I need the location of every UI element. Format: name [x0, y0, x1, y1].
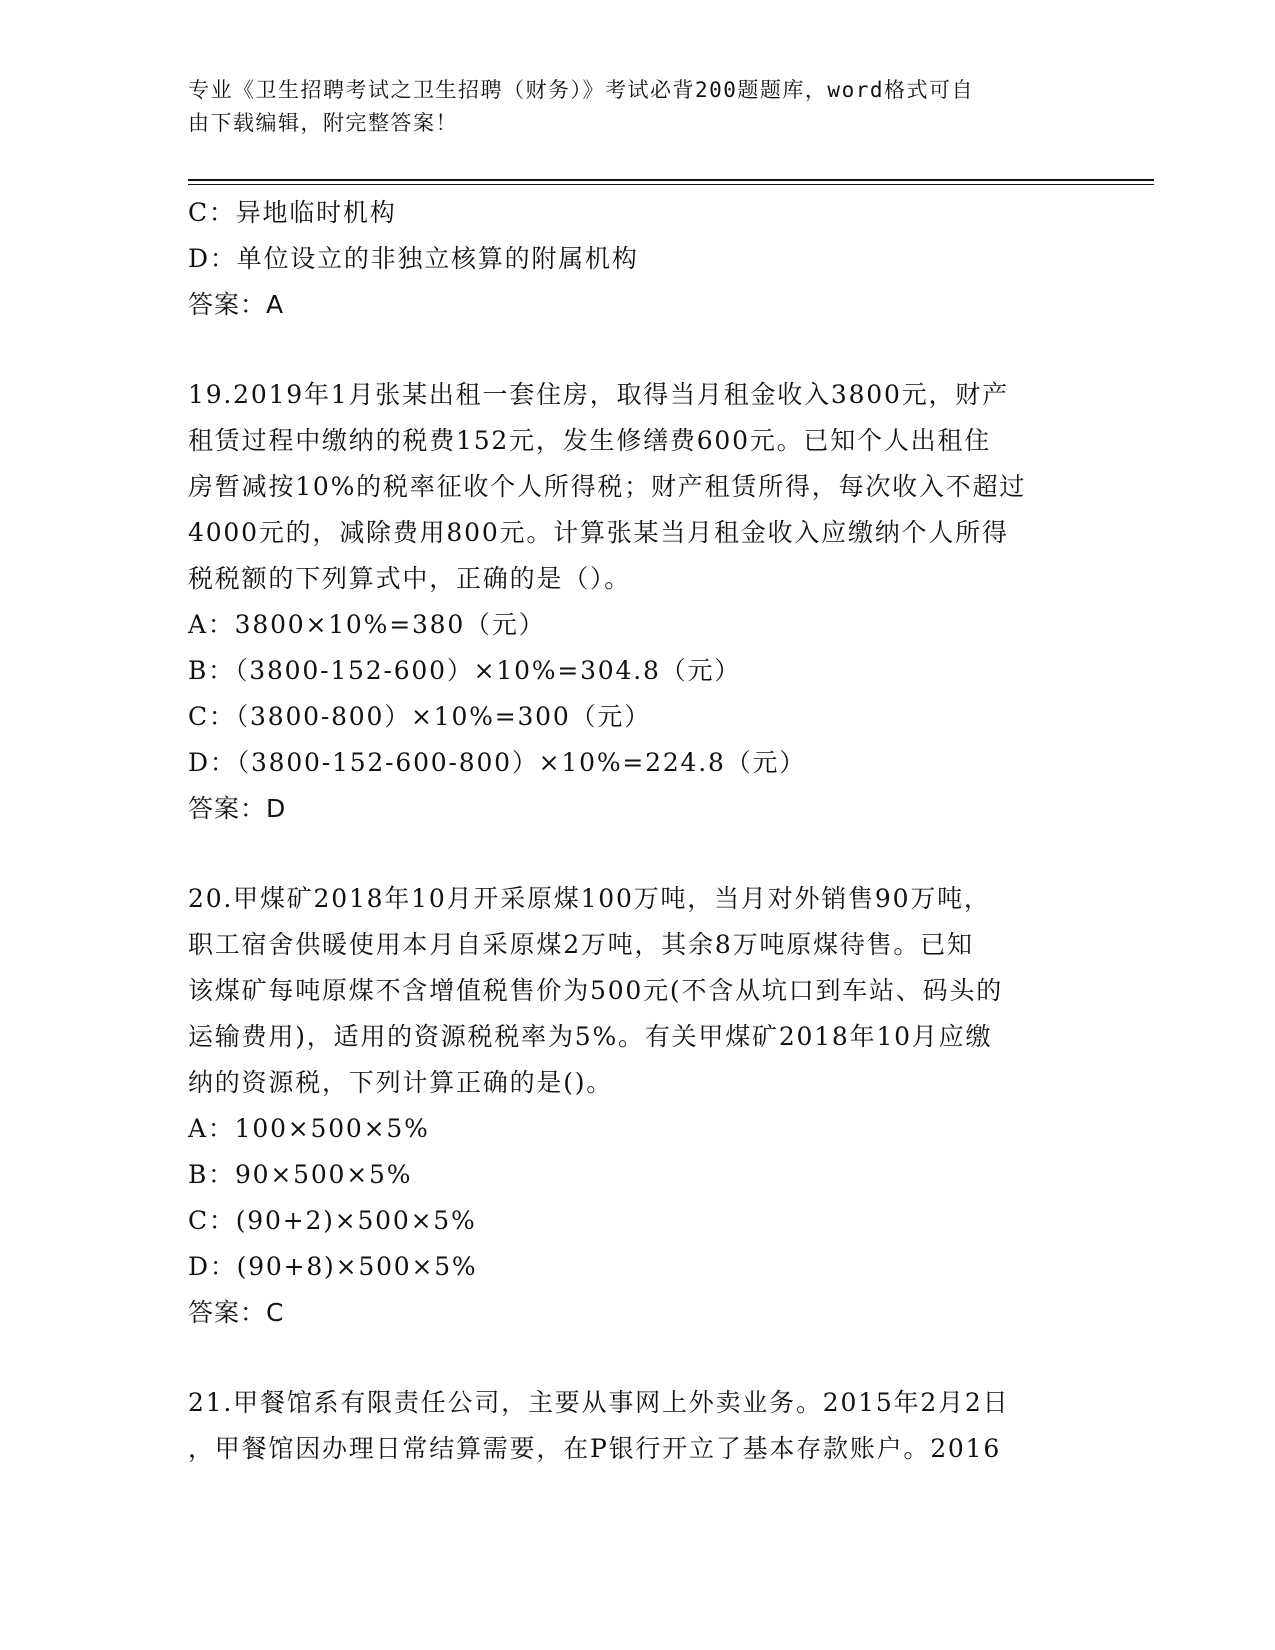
question-20 — [188, 876, 1088, 1336]
q20-option-a: A：100×500×5% — [188, 1114, 430, 1143]
header-line-1: 专业《卫生招聘考试之卫生招聘（财务）》考试必背200题题库，word格式可自 — [188, 78, 974, 102]
q20-stem-line: 运输费用)，适用的资源税税率为5%。有关甲煤矿2018年10月应缴 — [188, 1022, 993, 1051]
q21-stem-line: 21.甲餐馆系有限责任公司，主要从事网上外卖业务。2015年2月2日 — [188, 1388, 1010, 1417]
header-divider-thick — [188, 179, 1154, 181]
q18-option-d: D：单位设立的非独立核算的附属机构 — [188, 244, 639, 273]
q19-stem-line: 税税额的下列算式中，正确的是（）。 — [188, 564, 632, 593]
question-19 — [188, 372, 1088, 832]
q19-answer: 答案：D — [188, 794, 287, 823]
header-divider-thin — [188, 184, 1154, 185]
q19-stem-line: 租赁过程中缴纳的税费152元，发生修缮费600元。已知个人出租住 — [188, 426, 992, 455]
q18-option-c: C：异地临时机构 — [188, 198, 397, 227]
q20-stem-line: 20.甲煤矿2018年10月开采原煤100万吨，当月对外销售90万吨， — [188, 884, 991, 913]
question-21 — [188, 1380, 1088, 1472]
header-line-2: 由下载编辑，附完整答案！ — [188, 111, 458, 135]
q19-option-b: B：（3800-152-600）×10%=304.8（元） — [188, 656, 742, 685]
q20-answer: 答案：C — [188, 1298, 285, 1327]
q19-option-a: A：3800×10%=380（元） — [188, 610, 546, 639]
q20-option-b: B：90×500×5% — [188, 1160, 413, 1189]
q21-stem-line: ，甲餐馆因办理日常结算需要，在P银行开立了基本存款账户。2016 — [188, 1434, 1002, 1463]
q20-option-d: D：(90+8)×500×5% — [188, 1252, 478, 1281]
q18-answer: 答案：A — [188, 290, 285, 319]
q19-option-d: D：（3800-152-600-800）×10%=224.8（元） — [188, 748, 807, 777]
q20-stem-line: 该煤矿每吨原煤不含增值税售价为500元(不含从坑口到车站、码头的 — [188, 976, 1004, 1005]
q19-stem-line: 4000元的，减除费用800元。计算张某当月租金收入应缴纳个人所得 — [188, 518, 1009, 547]
q20-stem-line: 纳的资源税，下列计算正确的是()。 — [188, 1068, 614, 1097]
q19-option-c: C：（3800-800）×10%=300（元） — [188, 702, 651, 731]
q20-option-c: C：(90+2)×500×5% — [188, 1206, 477, 1235]
q19-stem-line: 房暂减按10%的税率征收个人所得税；财产租赁所得，每次收入不超过 — [188, 472, 1027, 501]
document-body — [188, 190, 1088, 1472]
q19-stem-line: 19.2019年1月张某出租一套住房，取得当月租金收入3800元，财产 — [188, 380, 1009, 409]
q20-stem-line: 职工宿舍供暖使用本月自采原煤2万吨，其余8万吨原煤待售。已知 — [188, 930, 974, 959]
document-header — [188, 74, 1068, 140]
